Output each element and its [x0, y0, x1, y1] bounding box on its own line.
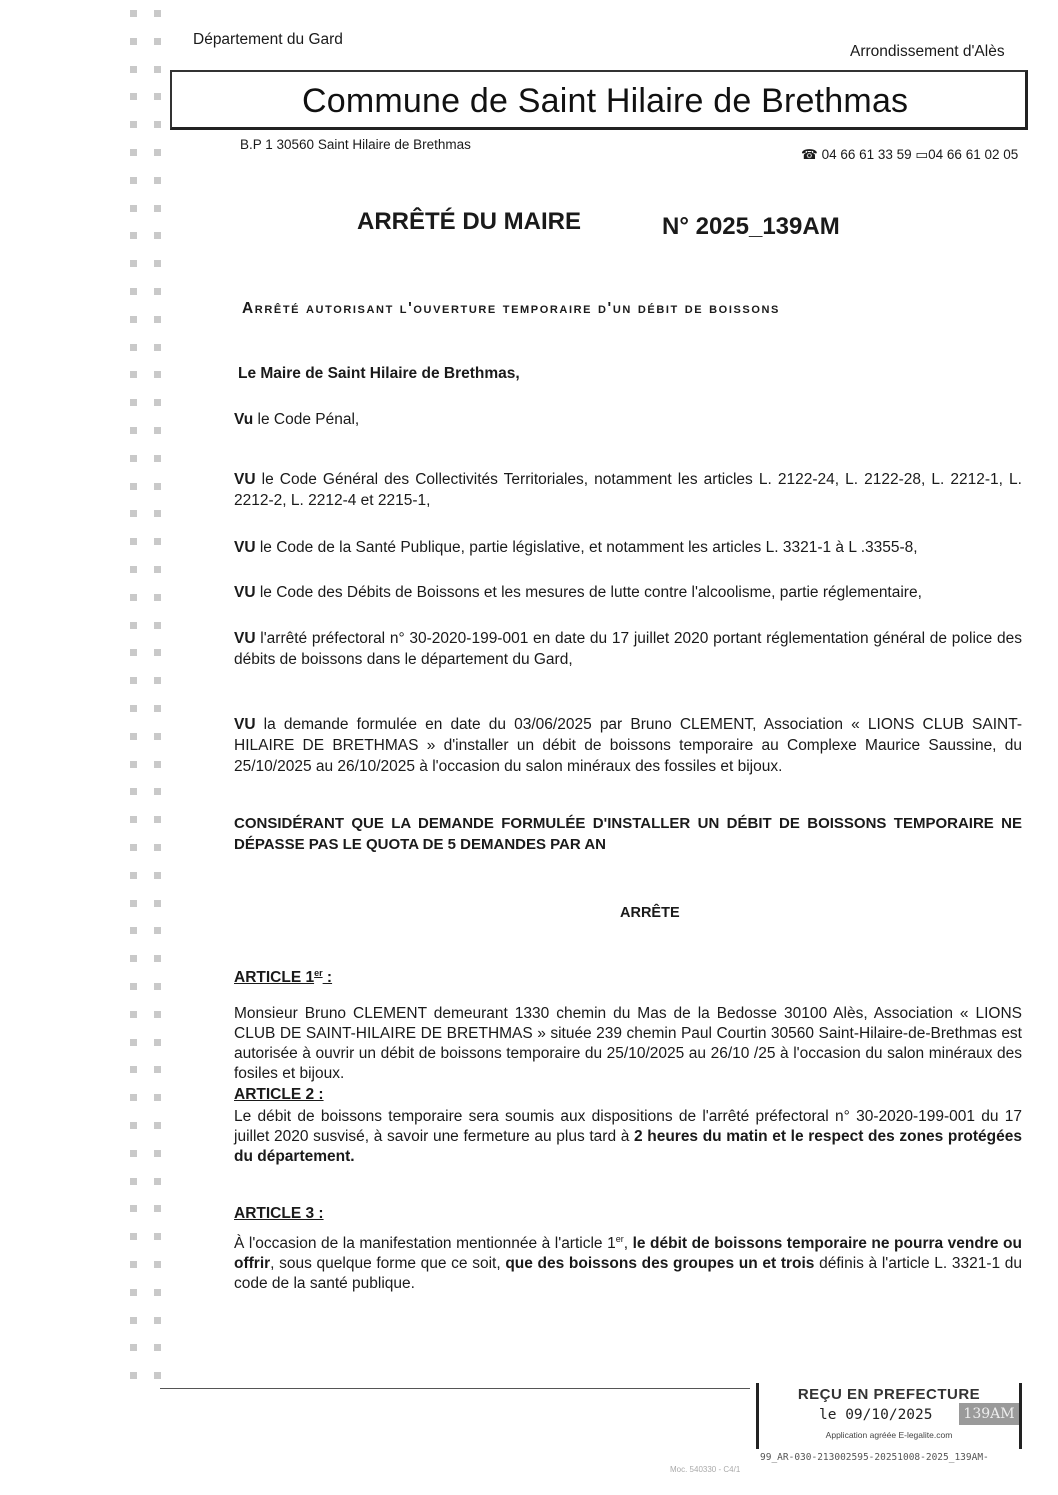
binder-hole — [154, 927, 161, 934]
binder-hole — [130, 177, 137, 184]
binder-hole — [154, 622, 161, 629]
binder-hole — [154, 1289, 161, 1296]
commune-title: Commune de Saint Hilaire de Brethmas — [302, 82, 909, 120]
considerant-paragraph: CONSIDÉRANT QUE LA DEMANDE FORMULÉE D'INSTALLER UN DÉBIT DE BOISSONS TEMPORAIRE NE DÉPASSE PAS LE QUOTA DE 5 DEMANDES PAR AN — [234, 815, 1022, 853]
binder-hole — [130, 538, 137, 545]
binder-hole — [130, 483, 137, 490]
vu-sante-publique: VU le Code de la Santé Publique, partie législative, et notamment les articles L. 3321-1 à L .3355-8, — [234, 539, 918, 556]
binder-hole — [130, 371, 137, 378]
binder-hole — [130, 1094, 137, 1101]
binder-hole — [154, 510, 161, 517]
prefecture-stamp — [756, 1383, 1022, 1449]
binder-hole — [154, 121, 161, 128]
binder-hole — [130, 872, 137, 879]
binder-hole — [130, 566, 137, 573]
binder-hole — [130, 344, 137, 351]
binder-hole — [154, 177, 161, 184]
binder-hole — [130, 1011, 137, 1018]
binder-hole — [130, 733, 137, 740]
binder-hole — [154, 538, 161, 545]
binder-hole — [130, 955, 137, 962]
vu-arrete-prefectoral: VU l'arrêté préfectoral n° 30-2020-199-001 en date du 17 juillet 2020 portant réglementation général de police des débits de boissons dans le département du Gard, — [234, 630, 1022, 668]
binder-hole — [154, 955, 161, 962]
binder-hole — [154, 1205, 161, 1212]
binder-hole — [154, 205, 161, 212]
binder-hole — [154, 1150, 161, 1157]
arrondissement-label: Arrondissement d'Alès — [850, 43, 1005, 60]
binder-hole — [154, 316, 161, 323]
binder-hole — [130, 38, 137, 45]
binder-hole — [130, 1344, 137, 1351]
article-2-title: ARTICLE 2 : — [234, 1086, 324, 1103]
binder-hole — [130, 1178, 137, 1185]
binder-hole — [154, 1011, 161, 1018]
binder-hole-strip — [118, 10, 168, 1410]
binder-hole — [154, 371, 161, 378]
binder-hole — [154, 149, 161, 156]
vu-debits-boissons: VU le Code des Débits de Boissons et les mesures de lutte contre l'alcoolisme, partie réglementaire, — [234, 584, 922, 601]
acte-identifier: 99_AR-030-213002595-20251008-2025_139AM- — [760, 1452, 989, 1463]
binder-hole — [130, 1233, 137, 1240]
binder-hole — [130, 427, 137, 434]
article-3-text: À l'occasion de la manifestation mentionnée à l'article 1er, le débit de boissons temporaire ne pourra vendre ou offrir, sous quelque forme que ce soit, que des boissons des groupes un et trois définis à l'article L. 3321-1 du code de la santé publique. — [234, 1234, 1023, 1293]
postal-address: B.P 1 30560 Saint Hilaire de Brethmas — [240, 137, 471, 152]
binder-hole — [130, 10, 137, 17]
article-1-title: ARTICLE 1er : — [234, 968, 333, 987]
binder-hole — [154, 455, 161, 462]
binder-hole — [154, 344, 161, 351]
binder-hole — [130, 816, 137, 823]
binder-hole — [154, 1094, 161, 1101]
binder-hole — [154, 594, 161, 601]
arrete-label: ARRÊTÉ DU MAIRE — [357, 208, 582, 235]
binder-hole — [154, 844, 161, 851]
binder-hole — [130, 121, 137, 128]
binder-hole — [130, 316, 137, 323]
binder-hole — [154, 983, 161, 990]
binder-hole — [154, 483, 161, 490]
maire-line: Le Maire de Saint Hilaire de Brethmas, — [238, 365, 520, 382]
binder-hole — [130, 1039, 137, 1046]
binder-hole — [130, 788, 137, 795]
binder-hole — [154, 66, 161, 73]
binder-hole — [154, 10, 161, 17]
binder-hole — [154, 399, 161, 406]
binder-hole — [130, 649, 137, 656]
binder-hole — [130, 1372, 137, 1379]
binder-hole — [130, 93, 137, 100]
arrete-subject: Arrêté autorisant l'ouverture temporaire d'un débit de boissons — [242, 300, 780, 317]
binder-hole — [130, 622, 137, 629]
binder-hole — [130, 705, 137, 712]
binder-hole — [130, 1261, 137, 1268]
binder-hole — [154, 1372, 161, 1379]
article-1-text: Monsieur Bruno CLEMENT demeurant 1330 chemin du Mas de la Bedosse 30100 Alès, Association « LIONS CLUB DE SAINT-HILAIRE DE BRETHMAS » située 239 chemin Paul Courtin 30560 Saint-Hilaire-de-Brethmas est autorisée à ouvrir un débit de boissons temporaire du 25/10/2025 au 26/10 /25 à l'occasion du salon minéraux des fosiles et bijoux. — [234, 1005, 1022, 1082]
binder-hole — [154, 1066, 161, 1073]
binder-hole — [130, 1317, 137, 1324]
binder-hole — [130, 510, 137, 517]
binder-hole — [130, 1289, 137, 1296]
binder-hole — [154, 93, 161, 100]
binder-hole — [130, 927, 137, 934]
binder-hole — [154, 872, 161, 879]
binder-hole — [154, 1261, 161, 1268]
binder-hole — [154, 427, 161, 434]
binder-hole — [130, 232, 137, 239]
stamp-watermark: 139AM — [959, 1403, 1019, 1425]
binder-hole — [154, 733, 161, 740]
binder-hole — [130, 288, 137, 295]
arrete-number: N° 2025_139AM — [662, 213, 840, 240]
binder-hole — [130, 1205, 137, 1212]
binder-hole — [130, 1150, 137, 1157]
stamp-date: le 09/10/2025 — [819, 1407, 933, 1423]
binder-hole — [154, 38, 161, 45]
binder-hole — [154, 761, 161, 768]
binder-hole — [130, 900, 137, 907]
binder-hole — [130, 844, 137, 851]
commune-title-box — [170, 70, 1028, 130]
binder-hole — [154, 288, 161, 295]
binder-hole — [130, 149, 137, 156]
arrete-heading: ARRÊTE — [620, 905, 680, 921]
phone-fax-line: ☎ 04 66 61 33 59 ▭04 66 61 02 05 — [801, 147, 1019, 162]
binder-hole — [130, 983, 137, 990]
binder-hole — [154, 566, 161, 573]
binder-hole — [130, 66, 137, 73]
vu-demande: VU la demande formulée en date du 03/06/2025 par Bruno CLEMENT, Association « LIONS CLUB SAINT-HILAIRE DE BRETHMAS » d'installer un débit de boissons temporaire au Complexe Maurice Saussine, du 25/10/2025 au 26/10/2025 à l'occasion du salon minéraux des fossiles et bijoux. — [234, 716, 1022, 775]
binder-hole — [154, 649, 161, 656]
article-2-text: Le débit de boissons temporaire sera soumis aux dispositions de l'arrêté préfectoral n° 30-2020-199-001 du 17 juillet 2020 susvisé, à savoir une fermeture au plus tard à 2 heures du matin et le respect des zones protégées du département. — [234, 1108, 1022, 1165]
footer-rule — [160, 1388, 750, 1389]
binder-hole — [130, 677, 137, 684]
binder-hole — [154, 1178, 161, 1185]
binder-hole — [154, 900, 161, 907]
binder-hole — [154, 232, 161, 239]
binder-hole — [130, 205, 137, 212]
binder-hole — [154, 1344, 161, 1351]
binder-hole — [154, 1122, 161, 1129]
binder-hole — [130, 594, 137, 601]
binder-hole — [130, 1066, 137, 1073]
department-label: Département du Gard — [193, 31, 343, 48]
footer-moc-ref: Moc. 540330 - C4/1 — [670, 1465, 741, 1474]
article-3-title: ARTICLE 3 : — [234, 1205, 324, 1222]
binder-hole — [154, 260, 161, 267]
binder-hole — [154, 1317, 161, 1324]
binder-hole — [130, 1122, 137, 1129]
vu-code-penal: Vu le Code Pénal, — [234, 411, 360, 428]
binder-hole — [130, 761, 137, 768]
binder-hole — [154, 1233, 161, 1240]
binder-hole — [154, 788, 161, 795]
stamp-app-label: Application agréée E-legalite.com — [825, 1430, 953, 1440]
binder-hole — [154, 1039, 161, 1046]
binder-hole — [154, 705, 161, 712]
binder-hole — [130, 260, 137, 267]
binder-hole — [154, 677, 161, 684]
stamp-title: REÇU EN PREFECTURE — [797, 1386, 981, 1403]
binder-hole — [154, 816, 161, 823]
vu-cgct: VU le Code Général des Collectivités Territoriales, notamment les articles L. 2122-24, L. 2122-28, L. 2212-1, L. 2212-2, L. 2212-4 et 2215-1, — [234, 471, 1022, 509]
binder-hole — [130, 455, 137, 462]
binder-hole — [130, 399, 137, 406]
